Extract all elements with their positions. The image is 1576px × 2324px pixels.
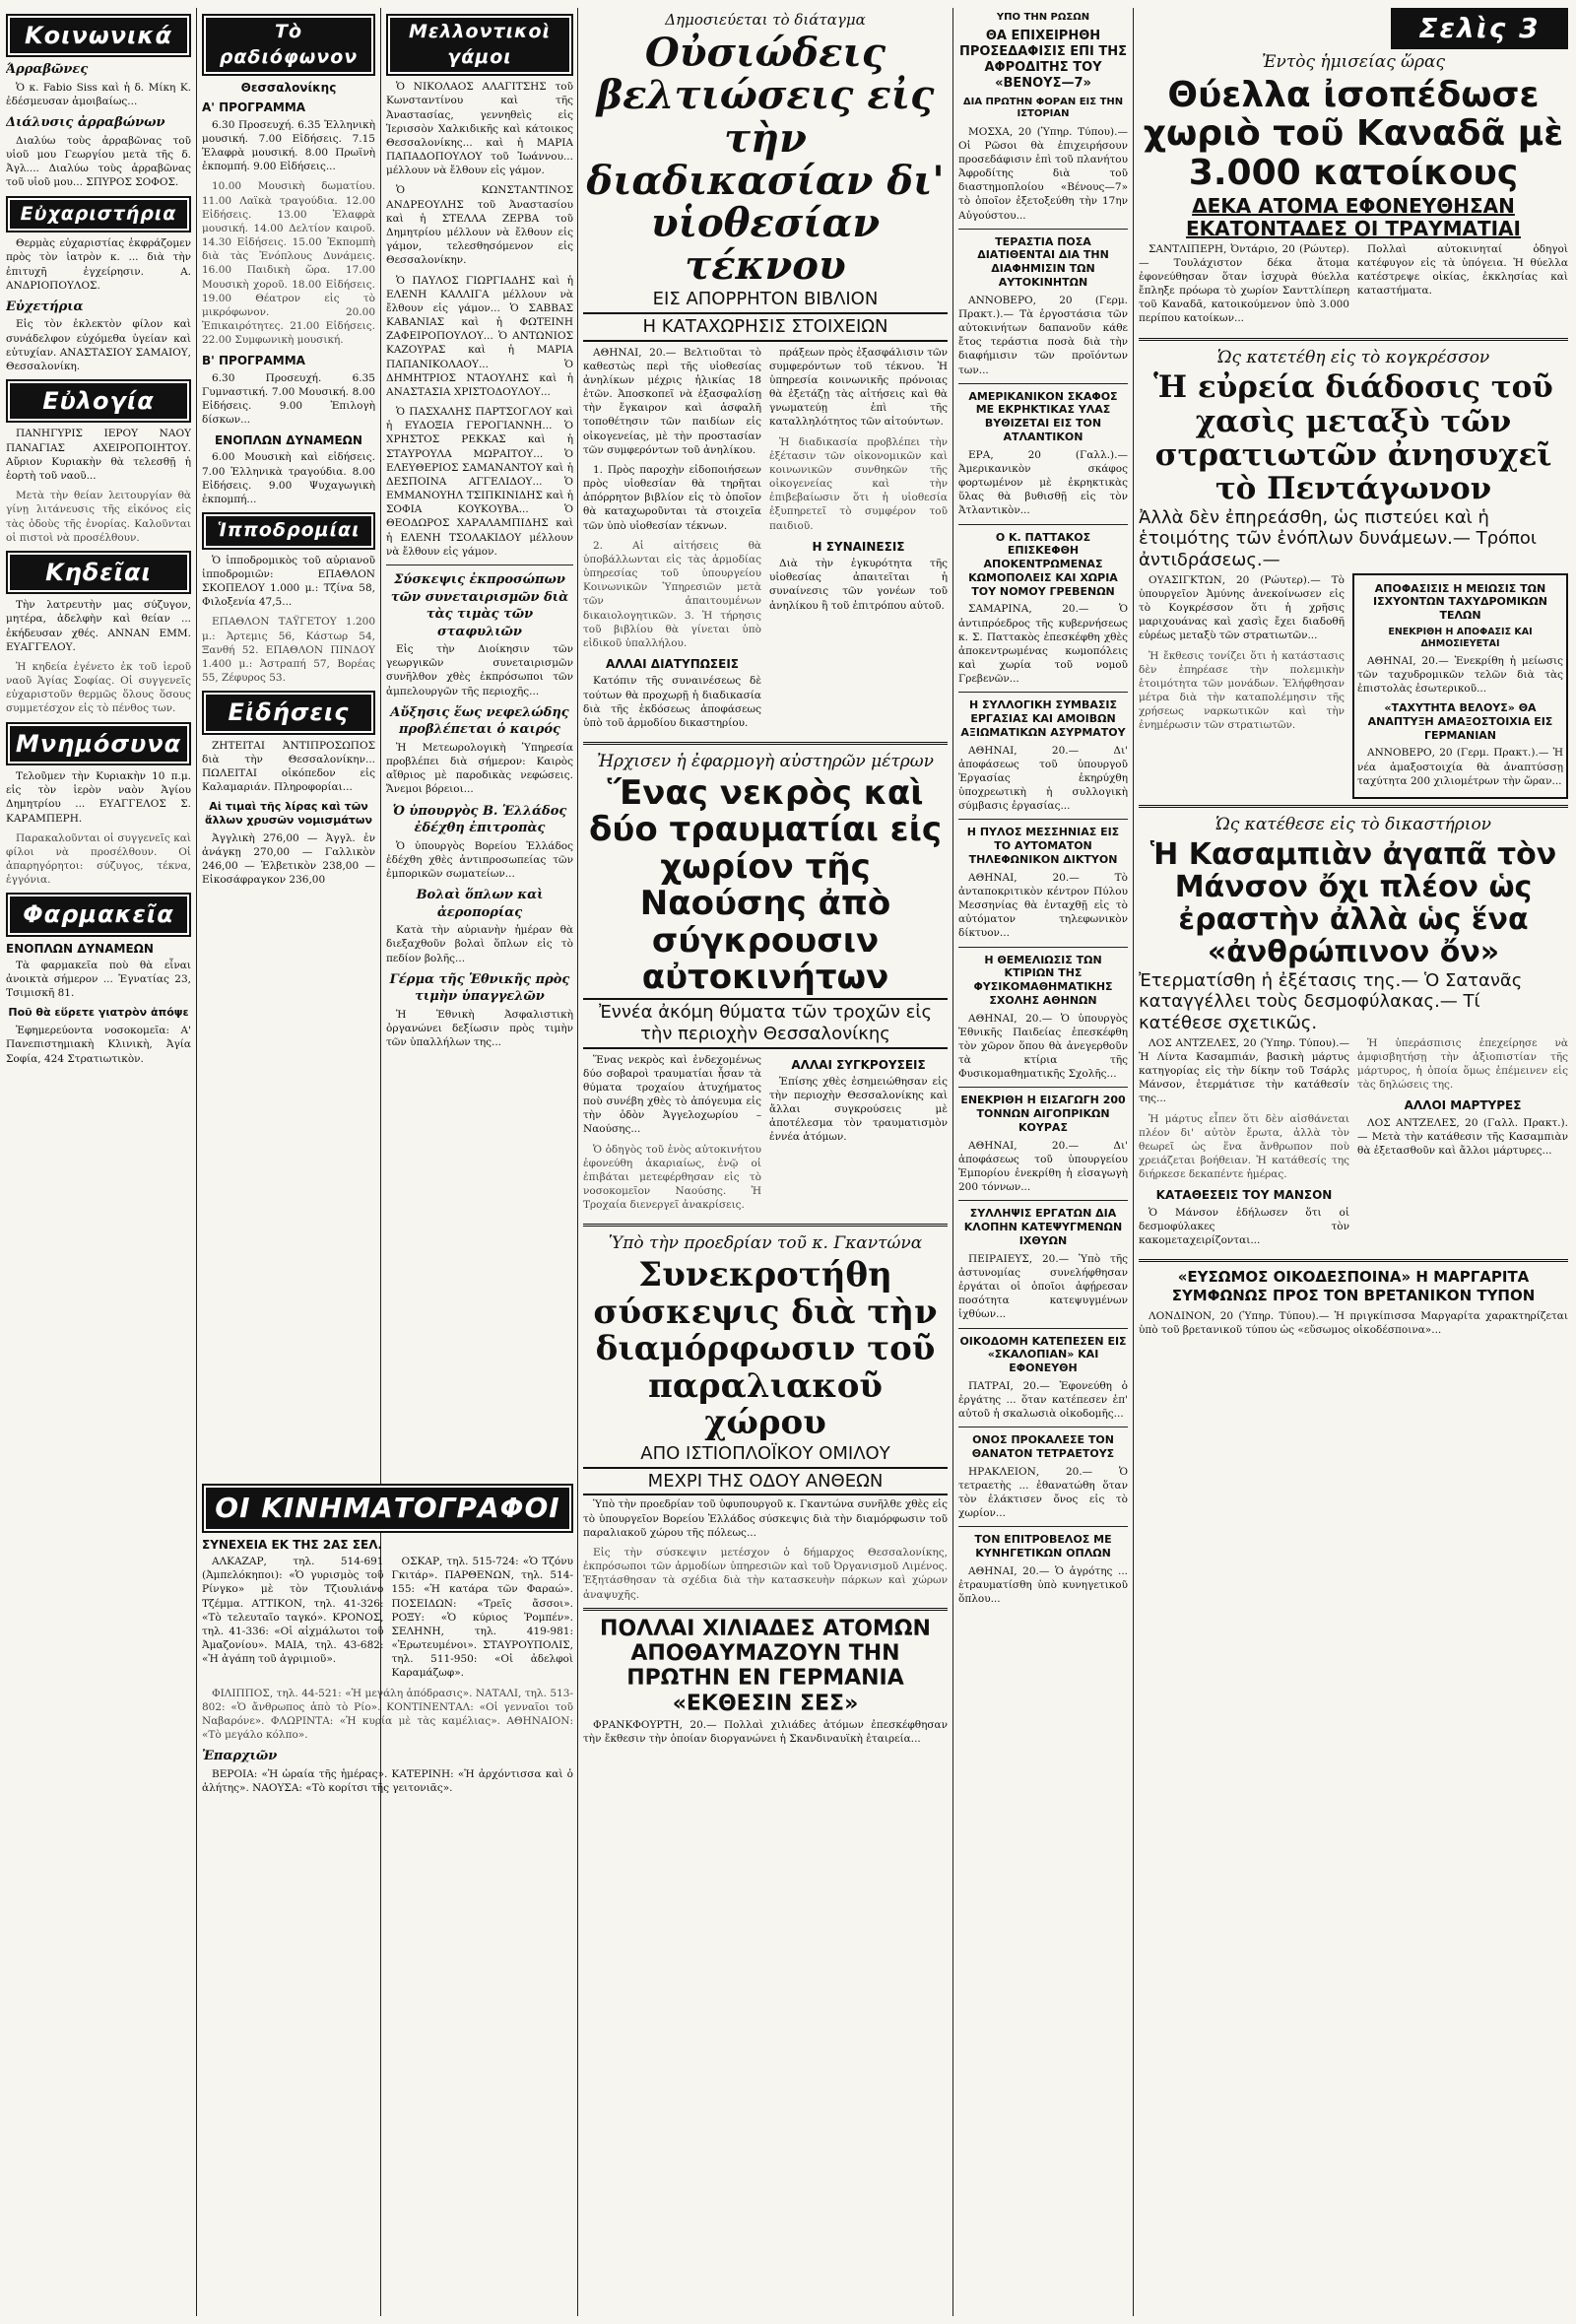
text-cinema-left: ΑΛΚΑΖΑΡ, τηλ. 514-691 (Ἀμπελόκηποι): «Ὁ γυρισμὸς τοῦ Ρίνγκο» μὲ τὸν Τζιουλιάνο Τζέμμα. ΑΤΤΙΚΟΝ, τηλ. 41-326: «Τὸ τελευταῖο ταγκό». ΚΡΟΝΟΣ, τηλ. 41-336: «Οἱ αἰχμάλωτοι τοῦ Ἀμαζονίου». ΜΑΙΑ, τηλ. 43-682: «Ἡ ἀγάπη τοῦ ἀγριμιοῦ». xyxy=(202,1555,384,1666)
text-program-a: 6.30 Προσευχή. 6.35 Ἑλληνικὴ μουσική. 7.00 Εἰδήσεις. 7.15 Ἐλαφρὰ μουσική. 8.00 Πρωϊνὴ ἐκπομπή. 9.00 Εἰδήσεις... xyxy=(202,118,375,173)
headline-manson: Ἡ Κασαμπιὰν ἀγαπᾶ τὸν Μάνσον ὄχι πλέον ὡς ἐραστὴν ἀλλὰ ὡς ἕνα «ἀνθρώπινον ὄν» xyxy=(1149,836,1557,969)
text-engagements: Ὁ κ. Fabio Siss καὶ ἡ δ. Μίκη Κ. ἐδέσμευσαν ἀμοιβαίως... xyxy=(6,81,191,108)
head-labour: Η ΣΥΛΛΟΓΙΚΗ ΣΥΜΒΑΣΙΣ ΕΡΓΑΣΙΑΣ ΚΑΙ ΑΜΟΙΒΩΝ ΑΞΙΩΜΑΤΙΚΩΝ ΑΣΥΡΜΑΤΟΥ xyxy=(960,698,1126,739)
head-villages: Ο Κ. ΠΑΤΤΑΚΟΣ ΕΠΙΣΚΕΦΘΗ ΑΠΟΚΕΝΤΡΩΜΕΝΑΣ ΚΩΜΟΠΟΛΕΙΣ ΚΑΙ ΧΩΡΙΑ ΤΟΥ ΝΟΜΟΥ ΓΡΕΒΕΝΩΝ xyxy=(968,530,1118,598)
head-phones: Η ΠΥΛΟΣ ΜΕΣΣΗΝΙΑΣ ΕΙΣ ΤΟ ΑΥΤΟΜΑΤΟΝ ΤΗΛΕΦΩΝΙΚΟΝ ΔΙΚΤΥΟΝ xyxy=(966,826,1120,866)
column-foreign xyxy=(1139,8,1568,2316)
text-storm-left: ΣΑΝΤΛΙΠΕΡΗ, Ὀντάριο, 20 (Ρώυτερ).— Τουλάχιστον δέκα ἄτομα ἐφονεύθησαν ὅταν ἰσχυρὰ θύελλα ἔπληξε πρόωρα τὸ χωρίον Σανττλίπερη τοῦ Καναδᾶ, κατοικούμενον ὑπὸ 3.000 περίπου κατοίκων... xyxy=(1139,242,1349,325)
head-stamps: Βολαὶ ὅπλων καὶ ἀεροπορίας xyxy=(416,888,544,920)
text-manson-3: Ὁ Μάνσον ἐδήλωσεν ὅτι οἱ δεσμοφύλακες τὸν κακομεταχειρίζονται... xyxy=(1139,1206,1349,1246)
banner-social: Κοινωνικά xyxy=(6,14,191,57)
head-ship: ΑΜΕΡΙΚΑΝΙΚΟΝ ΣΚΑΦΟΣ ΜΕ ΕΚΡΗΚΤΙΚΑΣ ΥΛΑΣ ΒΥΘΙΖΕΤΑΙ ΕΙΣ ΤΟΝ ΑΤΛΑΝΤΙΚΟΝ xyxy=(968,389,1118,443)
text-adoption-b-filler: Ἡ διαδικασία προβλέπει τὴν ἐξέτασιν τῶν οἰκονομικῶν καὶ κοινωνικῶν συνθηκῶν τῆς οἰκογενείας καὶ τὴν ἐπιβεβαίωσιν ὅτι ἡ υἱοθεσία ἐξυπηρετεῖ τὸ συμφέρον τοῦ παιδιοῦ. xyxy=(769,435,948,532)
text-adoption-a2: 1. Πρὸς παροχὴν εἰδοποιήσεων πρὸς υἱοθεσίαν θὰ τηρῆται ἀπόρρητον βιβλίον εἰς τὸ ὁποῖον θὰ καταχωροῦνται τὰ στοιχεῖα τῶν ὑπὸ υἱοθεσίαν τέκνων. xyxy=(583,463,761,532)
program-a-label: Α' ΠΡΟΓΡΑΜΜΑ xyxy=(202,100,306,115)
text-weddings: Ὁ ΝΙΚΟΛΑΟΣ ΑΛΑΓΙΤΣΗΣ τοῦ Κωνσταντίνου καὶ τῆς Ἀναστασίας, γεννηθεὶς εἰς Ἱερισσὸν Χαλκιδικῆς καὶ κάτοικος Θεσσαλονίκης... καὶ ἡ ΜΑΡΙΑ ΠΑΠΑΔΟΠΟΥΛΟΥ τοῦ Ἰωάννου... μέλλουν νὰ ἔλθουν εἰς γάμον. xyxy=(386,81,573,177)
head-meeting-grapes: Σύσκεψις ἐκπροσώπων τῶν συνεταιρισμῶν διὰ τὰς τιμὰς τῶν σταφυλιῶν xyxy=(390,571,569,639)
subhead-cinema: ΣΥΝΕΧΕΙΑ ΕΚ ΤΗΣ 2ΑΣ ΣΕΛ. xyxy=(202,1537,383,1552)
head-hunting: ΤΟΝ ΕΠΙΤΡΟΒΕΛΟΣ ΜΕ ΚΥΝΗΓΕΤΙΚΩΝ ΟΠΛΩΝ xyxy=(974,1533,1112,1560)
subhead-break: Διάλυσις ἀρραβώνων xyxy=(6,115,165,131)
text-requiem: Τελοῦμεν τὴν Κυριακὴν 10 π.μ. εἰς τὸν ἱερὸν ναὸν Ἁγίου Δημητρίου ... ΕΥΑΓΓΕΛΟΣ Σ. ΚΑΡΑΜΠΕΡΗ. xyxy=(6,770,191,825)
text-manson-2: ΛΟΣ ΑΝΤΖΕΛΕΣ, 20 (Γαλλ. Πρακτ.).— Μετὰ τὴν κατάθεσιν τῆς Κασαμπιὰν θὰ ἐξετασθοῦν καὶ ἄλλοι μάρτυρες... xyxy=(1357,1116,1568,1157)
text-death: ΗΡΑΚΛΕΙΟΝ, 20.— Ὁ τετραετὴς ... ἐθανατώθη ὅταν τὸν ἐλάκτισεν ὄνος εἰς τὸ χωρίον... xyxy=(958,1465,1128,1520)
banner-memorial: Εὐλογία xyxy=(6,379,191,423)
text-weddings-3: Ὁ ΠΑΥΛΟΣ ΓΙΩΡΓΙΑΔΗΣ καὶ ἡ ΕΛΕΝΗ ΚΑΛΛΙΓΑ μέλλουν νὰ ἔλθουν εἰς γάμον... Ὁ ΣΑΒΒΑΣ ΚΑΒΑΝΙΑΣ καὶ ἡ ΦΩΤΕΙΝΗ ΖΑΦΕΙΡΟΠΟΥΛΟΥ... Ὁ ΑΝΤΩΝΙΟΣ ΚΑΖΟΥΡΑΣ καὶ ἡ ΜΑΡΙΑ ΠΑΠΑΝΙΚΟΛΑΟΥ... Ὁ ΔΗΜΗΤΡΙΟΣ ΝΤΑΟΥΛΗΣ καὶ ἡ ΑΝΑΣΤΑΣΙΑ ΧΡΙΣΤΟΔΟΥΛΟΥ... xyxy=(386,274,573,398)
sub-accident: Ἐννέα ἀκόμη θύματα τῶν τροχῶν εἰς τὴν περιοχὴν Θεσσαλονίκης xyxy=(583,998,948,1048)
subhead-forces: ΕΝΟΠΛΩΝ ΔΥΝΑΜΕΩΝ xyxy=(215,433,362,448)
text-program-b: 6.30 Προσευχή. 6.35 Γυμναστική. 7.00 Μουσική. 8.00 Εἰδήσεις. 9.00 Ἐπιλογὴ δίσκων... xyxy=(202,371,375,427)
kicker-meeting: Ὑπὸ τὴν προεδρίαν τοῦ κ. Γκαντώνα xyxy=(608,1233,923,1254)
text-adoption-a-filler: 2. Αἱ αἰτήσεις θὰ ὑποβάλλωνται εἰς τὰς ἁρμοδίας ὑπηρεσίας τοῦ ὑπουργείου Κοινωνικῶν Ὑπηρεσιῶν μετὰ τῶν ἀπαιτουμένων δικαιολογητικῶν. 3. Ἡ τήρησις τοῦ βιβλίου θὰ γίνεται ὑπὸ εἰδικοῦ ὑπαλλήλου. xyxy=(583,539,761,649)
headline-ss-exhibition: ΠΟΛΛΑΙ ΧΙΛΙΑΔΕΣ ΑΤΟΜΩΝ ΑΠΟΘΑΥΜΑΖΟΥΝ ΤΗΝ ΠΡΩΤΗΝ ΕΝ ΓΕΡΜΑΝΙΑ «ΕΚΘΕΣΙΝ ΣΕΣ» xyxy=(600,1616,931,1716)
head-house: ΟΙΚΟΔΟΜΗ ΚΑΤΕΠΕΣΕΝ ΕΙΣ «ΣΚΑΛΟΠΙΑΝ» ΚΑΙ ΕΦΟΝΕΥΘΗ xyxy=(959,1334,1127,1374)
text-hashish-filler: Ἡ ἔκθεσις τονίζει ὅτι ἡ κατάστασις δὲν ἐπηρέασε τὴν πολεμικὴν ἑτοιμότητα τῶν μονάδων. Ἐλήφθησαν μέτρα διὰ τὴν καταπολέμησιν τῆς χρήσεως ναρκωτικῶν καὶ τὴν ἐνημέρωσιν τῶν στρατιωτῶν. xyxy=(1139,649,1345,732)
text-meeting-grapes: Εἰς τὴν Διοίκησιν τῶν γεωργικῶν συνεταιρισμῶν συνῆλθον χθὲς ἐκπρόσωποι τῶν ἀμπελουργῶν τῆς περιοχῆς... xyxy=(386,643,573,697)
text-memorial: ΠΑΝΗΓΥΡΙΣ ΙΕΡΟΥ ΝΑΟΥ ΠΑΝΑΓΙΑΣ ΑΧΕΙΡΟΠΟΙΗΤΟΥ. Αὔριον Κυριακὴν θὰ τελεσθῇ ἡ ἑορτὴ τοῦ ναοῦ... xyxy=(6,428,191,482)
text-hashish: ΟΥΑΣΙΓΚΤΩΝ, 20 (Ρώυτερ).— Τὸ ὑπουργεῖον Ἀμύνης ἀνεκοίνωσεν εἰς τὸ Κογκρέσσον ὅτι ἡ χρῆσις μαριχουάνας καὶ χασὶς ἔχει διαδοθῆ εὐρέως μεταξὺ τῶν στρατιωτῶν... xyxy=(1139,573,1345,642)
kicker-adoption: Δημοσιεύεται τὸ διάταγμα xyxy=(665,11,866,29)
sub-soviet: ΔΙΑ ΠΡΩΤΗΝ ΦΟΡΑΝ ΕΙΣ ΤΗΝ ΙΣΤΟΡΙΑΝ xyxy=(962,96,1124,119)
text-minister: Ὁ ὑπουργὸς Βορείου Ἑλλάδος ἐδέχθη χθὲς ἀντιπροσωπείας τῶν ἐμπορικῶν σωματείων... xyxy=(386,839,573,881)
text-margaret: ΛΟΝΔΙΝΟΝ, 20 (Ὑπηρ. Τύπου).— Ἡ πριγκίπισσα Μαργαρίτα χαρακτηρίζεται ὑπὸ τοῦ βρετανικοῦ τύπου ὡς «εὔσωμος οἰκοδέσποινα»... xyxy=(1139,1309,1568,1336)
headline-meeting: Συνεκροτήθη σύσκεψις διὰ τὴν διαμόρφωσιν τοῦ παραλιακοῦ χώρου xyxy=(593,1255,938,1442)
text-phones: ΑΘΗΝΑΙ, 20.— Τὸ ἀνταποκριτικὸν κέντρον Πύλου Μεσσηνίας θὰ ἐνταχθῇ εἰς τὸ αὐτόματον τηλεφωνικὸν δίκτυον... xyxy=(958,871,1128,940)
text-ss-exhibition: ΦΡΑΝΚΦΟΥΡΤΗ, 20.— Πολλαὶ χιλιάδες ἀτόμων ἐπεσκέφθησαν τὴν ἔκθεσιν τὴν ὁποίαν διοργανώνει ἡ Σκανδιναυϊκὴ ἑταιρεία... xyxy=(583,1718,948,1746)
sub-manson-statements: ΚΑΤΑΘΕΣΕΙΣ ΤΟΥ ΜΑΝΣΟΝ xyxy=(1155,1188,1333,1203)
text-postal: ΑΘΗΝΑΙ, 20.— Ἐνεκρίθη ἡ μείωσις τῶν ταχυδρομικῶν τελῶν διὰ τὰς ἐπιστολὰς ἐσωτερικοῦ... xyxy=(1357,654,1563,695)
kicker-soviet: ΥΠΟ ΤΗΝ ΡΩΣΩΝ xyxy=(996,12,1090,23)
text-meeting: Ὑπὸ τὴν προεδρίαν τοῦ ὑφυπουργοῦ κ. Γκαντώνα συνῆλθε χθὲς εἰς τὸ ὑπουργεῖον Βορείου Ἑλλάδος σύσκεψις διὰ τὴν διαμόρφωσιν τοῦ παραλιακοῦ χώρου τῆς πόλεως... xyxy=(583,1498,948,1539)
text-ship: ΕΡΑ, 20 (Γαλλ.).— Ἀμερικανικὸν σκάφος φορτωμένον μὲ ἐκρηκτικὰς ὕλας θὰ βυθισθῇ εἰς τὸν Ἀτλαντικὸν... xyxy=(958,448,1128,517)
kicker-hashish: Ὡς κατετέθη εἰς τὸ κογκρέσσον xyxy=(1216,347,1490,367)
sub-other-formalities: ΑΛΛΑΙ ΔΙΑΤΥΠΩΣΕΙΣ xyxy=(605,657,739,672)
text-cars: ΑΝΝΟΒΕΡΟ, 20 (Γερμ. Πρακτ.).— Τὰ ἐργοστάσια τῶν αὐτοκινήτων δαπανοῦν κάθε ἔτος τεράστια ποσὰ διὰ τὴν διαφήμισιν τῶν προϊόντων των... xyxy=(958,294,1128,376)
banner-pharmacies: Φαρμακεῖα xyxy=(6,893,191,936)
text-fish: ΠΕΙΡΑΙΕΥΣ, 20.— Ὑπὸ τῆς ἀστυνομίας συνελήφθησαν ἐργάται οἱ ὁποῖοι ἀφῄρεσαν ποσότητα κατεψυγμένων ἰχθύων... xyxy=(958,1252,1128,1321)
column-social xyxy=(6,8,191,2316)
text-labour: ΑΘΗΝΑΙ, 20.— Δι' ἀποφάσεως τοῦ ὑπουργοῦ Ἐργασίας ἐκηρύχθη ὑποχρεωτικὴ ἡ συλλογικὴ σύμβασις ἐργασίας... xyxy=(958,744,1128,813)
banner-news: Εἰδήσεις xyxy=(202,691,375,734)
text-clouds: Ἡ Μετεωρολογικὴ Ὑπηρεσία προβλέπει διὰ σήμερον: Καιρὸς αἴθριος μὲ παροδικὰς νεφώσεις. Ἄνεμοι βόρειοι... xyxy=(386,741,573,796)
head-cars: ΤΕΡΑΣΤΙΑ ΠΟΣΑ ΔΙΑΤΙΘΕΝΤΑΙ ΔΙΑ ΤΗΝ ΔΙΑΦΗΜΙΣΙΝ ΤΩΝ ΑΥΤΟΚΙΝΗΤΩΝ xyxy=(977,234,1109,289)
text-news: ΖΗΤΕΙΤΑΙ ἈΝΤΙΠΡΟΣΩΠΟΣ διὰ τὴν Θεσσαλονίκην... ΠΩΛΕΙΤΑΙ οἰκόπεδον εἰς Καλαμαριάν. Πληροφορίαι... xyxy=(202,739,375,794)
text-meat: ΑΘΗΝΑΙ, 20.— Δι' ἀποφάσεως τοῦ ὑπουργείου Ἐμπορίου ἐνεκρίθη ἡ εἰσαγωγὴ 200 τόννων... xyxy=(958,1139,1128,1194)
headline-storm: Θύελλα ἰσοπέδωσε χωριὸ τοῦ Καναδᾶ μὲ 3.000 κατοίκους xyxy=(1143,74,1564,193)
text-soviet: ΜΟΣΧΑ, 20 (Ὑπηρ. Τύπου).— Οἱ Ρῶσοι θὰ ἐπιχειρήσουν προσεδάφισιν ἐπὶ τοῦ πλανήτου Ἀφροδίτης διὰ τοῦ διαστημοπλοίου «Βένους—7» τὸ ὁποῖον ἐξετοξεύθη τὴν 17ην Αὐγούστου... xyxy=(958,125,1128,222)
text-school: ΑΘΗΝΑΙ, 20.— Ὁ ὑπουργὸς Ἐθνικῆς Παιδείας ἐπεσκέφθη τὸν χῶρον ὅπου θὰ ἀνεγερθοῦν τὰ κτίρια τῆς Φυσικομαθηματικῆς Σχολῆς... xyxy=(958,1012,1128,1081)
head-fish: ΣΥΛΛΗΨΙΣ ΕΡΓΑΤΩΝ ΔΙΑ ΚΛΟΠΗΝ ΚΑΤΕΨΥΓΜΕΝΩΝ ΙΧΘΥΩΝ xyxy=(963,1207,1123,1247)
text-accident-filler: Ὁ ὁδηγὸς τοῦ ἑνὸς αὐτοκινήτου ἐφονεύθη ἀκαριαίως, ἐνῷ οἱ ἐπιβάται μετεφέρθησαν εἰς τὸ νοσοκομεῖον Ναούσης. Ἡ Τροχαία διενεργεῖ ἀνακρίσεις. xyxy=(583,1143,761,1212)
text-races: Ὁ ἱπποδρομικὸς τοῦ αὐριανοῦ ἱπποδρομιῶν: ΕΠΑΘΛΟΝ ΣΚΟΠΕΛΟΥ 1.000 μ.: Τζίνα 58, Φιλοξενία 47,5... xyxy=(202,554,375,609)
column-weddings xyxy=(386,8,573,1467)
text-meeting-filler: Εἰς τὴν σύσκεψιν μετέσχον ὁ δήμαρχος Θεσσαλονίκης, ἐκπρόσωποι τῶν ἁρμοδίων ὑπηρεσιῶν καὶ τοῦ Ὀργανισμοῦ Λιμένος. Ἐξητάσθησαν τὰ σχέδια διὰ τὴν κατασκευὴν πάρκων καὶ χώρων ἀναψυχῆς. xyxy=(583,1547,948,1601)
text-deaths: Τὴν λατρευτὴν μας σύζυγον, μητέρα, ἀδελφὴν καὶ θείαν ... ἐκήδευσαν χθές. ΑΝΝΑΝ ΕΜΜ. ΕΥΑΓΓΕΛΟΥ. xyxy=(6,599,191,653)
text-weddings-2: Ὁ ΚΩΝΣΤΑΝΤΙΝΟΣ ΑΝΔΡΕΟΥΛΗΣ τοῦ Ἀναστασίου καὶ ἡ ΣΤΕΛΛΑ ΖΕΡΒΑ τοῦ Δημητρίου μέλλουν νὰ ἔλθουν εἰς γάμον, τελεσθησόμενον εἰς Θεσσαλονίκην. xyxy=(386,184,573,267)
sub-adoption-2: Η ΚΑΤΑΧΩΡΗΣΙΣ ΣΤΟΙΧΕΙΩΝ xyxy=(583,312,948,342)
sub-manson: Ἐτερματίσθη ἡ ἐξέτασις της.— Ὁ Σατανᾶς καταγγέλλει τοὺς δεσμοφύλακας.— Τί κατέθεσε σχετικῶς. xyxy=(1139,969,1523,1034)
sub-other-collisions: ΑΛΛΑΙ ΣΥΓΚΡΟΥΣΕΙΣ xyxy=(791,1057,926,1072)
head-school: Η ΘΕΜΕΛΙΩΣΙΣ ΤΩΝ ΚΤΙΡΙΩΝ ΤΗΣ ΦΥΣΙΚΟΜΑΘΗΜΑΤΙΚΗΣ ΣΧΟΛΗΣ ΑΘΗΝΩΝ xyxy=(973,953,1113,1007)
head-meat: ΕΝΕΚΡΙΘΗ Η ΕΙΣΑΓΩΓΗ 200 ΤΟΝΝΩΝ ΑΙΓΟΠΡΙΚΩΝ ΚΟΥΡΑΣ xyxy=(960,1094,1126,1134)
text-manson: ΛΟΣ ΑΝΤΖΕΛΕΣ, 20 (Ὑπηρ. Τύπου).— Ἡ Λίντα Κασαμπιάν, βασικὴ μάρτυς κατηγορίας εἰς τὴν δίκην τοῦ Τσάρλς Μάνσον, ἐτερμάτισε τὴν κατάθεσίν της... xyxy=(1139,1036,1349,1105)
sub-meeting-2: ΜΕΧΡΙ ΤΗΣ ΟΔΟΥ ΑΝΘΕΩΝ xyxy=(583,1467,948,1496)
sub-postal: ΕΝΕΚΡΙΘΗ Η ΑΠΟΦΑΣΙΣ ΚΑΙ ΔΗΜΟΣΙΕΥΕΤΑΙ xyxy=(1388,626,1533,649)
kicker-manson: Ὡς κατέθεσε εἰς τὸ δικαστήριον xyxy=(1215,814,1492,834)
text-break: Διαλύω τοὺς ἀρραβῶνας τοῦ υἱοῦ μου Γεωργίου μετὰ τῆς δ. Ἀγλ.... Διαλύω τοὺς ἀρραβῶνας τοῦ υἱοῦ μου... ΣΠΥΡΟΣ ΣΟΦΟΣ. xyxy=(6,134,191,189)
text-adoption-b: πράξεων πρὸς ἐξασφάλισιν τῶν συμφερόντων τοῦ τέκνου. Ἡ ὑπηρεσία κοινωνικῆς πρόνοιας θὰ ἐξετάζῃ τὰς αἰτήσεις καὶ θὰ γνωματεύῃ ἐπὶ τῆς καταλληλότητος τῶν αἰτούντων. xyxy=(769,346,948,429)
text-deaths-filler: Ἡ κηδεία ἐγένετο ἐκ τοῦ ἱεροῦ ναοῦ Ἁγίας Σοφίας. Οἱ συγγενεῖς εὐχαριστοῦν θερμῶς ὅλους ὅσους συμμετέσχον εἰς τὸ πένθος των. xyxy=(6,660,191,715)
head-clouds: Αὔξησις ἕως νεφελώδης προβλέπεται ὁ καιρός xyxy=(390,704,569,738)
kicker-accident: Ἠρχισεν ἡ ἐφαρμογὴ αὐστηρῶν μέτρων xyxy=(597,752,934,772)
banner-weddings: Μελλοντικοὶ γάμοι xyxy=(386,14,573,76)
text-manson-filler: Ἡ μάρτυς εἶπεν ὅτι δὲν αἰσθάνεται πλέον δι' αὐτὸν ἔρωτα, ἀλλὰ τὸν θεωρεῖ ὡς ἕνα ἄνθρωπον ποὺ χρειάζεται βοήθειαν. Ἡ κατάθεσίς της διήρκεσε δεκαπέντε ἡμέρας. xyxy=(1139,1112,1349,1181)
banner-races: Ἱπποδρομίαι xyxy=(202,512,375,550)
head-minister: Ὁ ὑπουργὸς Β. Ἑλλάδος ἐδέχθη ἐπιτροπὰς xyxy=(392,803,567,836)
headline-adoption: Οὐσιώδεις βελτιώσεις εἰς τὴν διαδικασίαν δι' υἱοθεσίαν τέκνου xyxy=(586,30,945,290)
head-death: ΟΝΟΣ ΠΡΟΚΑΛΕΣΕ ΤΟΝ ΘΑΝΑΤΟΝ ΤΕΤΡΑΕΤΟΥΣ xyxy=(971,1433,1115,1461)
head-soviet: ΘΑ ΕΠΙΧΕΙΡΗΘΗ ΠΡΟΣΕΔΑΦΙΣΙΣ ΕΠΙ ΤΗΣ ΑΦΡΟΔΙΤΗΣ ΤΟΥ «ΒΕΝΟΥΣ—7» xyxy=(958,28,1128,92)
sub-hashish: Ἀλλὰ δὲν ἐπηρεάσθη, ὡς πιστεύει καὶ ἡ ἑτοιμότης τῶν ἐνόπλων δυνάμεων.— Τρόποι ἀντιδράσεως.— xyxy=(1139,506,1537,571)
headline-accident: Ἕνας νεκρὸς καὶ δύο τραυματίαι εἰς χωρίον τῆς Ναούσης ἀπὸ σύγκρουσιν αὐτοκινήτων xyxy=(589,772,942,997)
subhead-wishes: Εὐχετήρια xyxy=(6,299,84,314)
text-races-filler: ΕΠΑΘΛΟΝ ΤΑΫΓΕΤΟΥ 1.200 μ.: Ἀρτεμις 56, Κάστωρ 54, Ξανθή 52. ΕΠΑΘΛΟΝ ΠΙΝΔΟΥ 1.400 μ.: Ἀστραπή 57, Βορέας 55, Ζέφυρος 53. xyxy=(202,616,375,685)
column-briefs xyxy=(958,8,1128,2316)
cinema-block xyxy=(202,1478,573,2316)
text-train: ΑΝΝΟΒΕΡΟ, 20 (Γερμ. Πρακτ.).— Ἡ νέα ἀμαξοστοιχία θὰ ἀναπτύσσῃ ταχύτητα 200 χιλιομέτρων τὴν ὥραν... xyxy=(1357,747,1563,787)
text-provinces: ΒΕΡΟΙΑ: «Ἡ ὡραία τῆς ἡμέρας». ΚΑΤΕΡΙΝΗ: «Ἡ ἀρχόντισσα καὶ ὁ ἀλήτης». ΝΑΟΥΣΑ: «Τὸ κορίτσι τῆς γειτονιᾶς». xyxy=(202,1767,573,1794)
text-thanks: Θερμὰς εὐχαριστίας ἐκφράζομεν πρὸς τὸν ἰατρὸν κ. ... διὰ τὴν ἐπιτυχῆ ἐγχείρησιν. Α. ΑΝΔΡΙΟΠΟΥΛΟΣ. xyxy=(6,237,191,292)
sub-other-witnesses: ΑΛΛΟΙ ΜΑΡΤΥΡΕΣ xyxy=(1404,1098,1522,1113)
sub-consent: Η ΣΥΝΑΙΝΕΣΙΣ xyxy=(812,539,905,554)
text-stamps: Κατὰ τὴν αὐριανὴν ἡμέραν θὰ διεξαχθοῦν βολαὶ ὅπλων εἰς τὸ πεδίον βολῆς... xyxy=(386,924,573,964)
sub-storm: ΔΕΚΑ ΑΤΟΜΑ ΕΦΟΝΕΥΘΗΣΑΝ ΕΚΑΤΟΝΤΑΔΕΣ ΟΙ ΤΡΑΥΜΑΤΙΑΙ xyxy=(1186,193,1521,240)
kicker-storm: Ἐντὸς ἡμισείας ὥρας xyxy=(1262,51,1445,72)
head-gold: Αἱ τιμαὶ τῆς λίρας καὶ τῶν ἄλλων χρυσῶν νομισμάτων xyxy=(205,800,372,828)
text-house: ΠΑΤΡΑΙ, 20.— Ἐφονεύθη ὁ ἐργάτης ... ὅταν κατέπεσεν ἐπ' αὐτοῦ ἡ σκαλωσιὰ οἰκοδομῆς... xyxy=(958,1379,1128,1421)
text-weddings-4: Ὁ ΠΑΣΧΑΛΗΣ ΠΑΡΤΣΟΓΛΟΥ καὶ ἡ ΕΥΔΟΞΙΑ ΓΕΡΟΓΙΑΝΝΗ... Ὁ ΧΡΗΣΤΟΣ ΡΕΚΚΑΣ καὶ ἡ ΣΤΑΥΡΟΥΛΑ ΜΩΡΑΙΤΟΥ... Ὁ ΕΛΕΥΘΕΡΙΟΣ ΣΑΜΑΝΑΝΤΟΥ καὶ ἡ ΔΕΣΠΟΙΝΑ ΑΓΓΕΛΙΔΟΥ... Ὁ ΕΜΜΑΝΟΥΗΛ ΤΣΙΠΚΙΝΙΔΗΣ καὶ ἡ ΣΟΦΙΑ ΚΟΥΚΟΥΒΑ... Ὁ ΘΕΟΔΩΡΟΣ ΧΑΡΑΛΑΜΠΙΔΗΣ καὶ ἡ ΕΛΕΝΗ ΤΣΟΛΑΚΙΔΟΥ μέλλουν νὰ ἔλθουν εἰς γάμον. xyxy=(386,406,573,558)
sub-adoption-1: ΕΙΣ ΑΠΟΡΡΗΤΟΝ ΒΙΒΛΙΟΝ xyxy=(652,289,879,310)
text-adoption-b2: Κατόπιν τῆς συναινέσεως δὲ τούτων θὰ προχωρῇ ἡ διαδικασία διὰ τῆς ἐκδόσεως ἀποφάσεως ὑπὸ τοῦ ἁρμοδίου δικαστηρίου. xyxy=(583,675,761,729)
head-postal: ΑΠΟΦΑΣΙΣΙΣ Η ΜΕΙΩΣΙΣ ΤΩΝ ΙΣΧΥΟΝΤΩΝ ΤΑΧΥΔΡΟΜΙΚΩΝ ΤΕΛΩΝ xyxy=(1372,581,1547,623)
head-train: «ΤΑΧΥΤΗΤΑ ΒΕΛΟΥΣ» ΘΑ ΑΝΑΠΤΥΞΗ ΑΜΑΞΟΣΤΟΙΧΙΑ ΕΙΣ ΓΕΡΜΑΝΙΑΝ xyxy=(1367,701,1553,742)
subhead-provinces: Ἐπαρχιῶν xyxy=(202,1749,278,1764)
text-adoption-b3: Διὰ τὴν ἐγκυρότητα τῆς υἱοθεσίας ἀπαιτεῖται ἡ συναίνεσις τῶν γονέων τοῦ ἀνηλίκου ἢ τοῦ ἐπιτρόπου αὐτοῦ. xyxy=(769,557,948,612)
subhead-pharmacies: ΕΝΟΠΛΩΝ ΔΥΝΑΜΕΩΝ xyxy=(6,941,154,956)
program-b-label: Β' ΠΡΟΓΡΑΜΜΑ xyxy=(202,354,305,368)
column-radio xyxy=(202,8,375,1467)
banner-thanks: Εὐχαριστήρια xyxy=(6,196,191,233)
banner-requiem: Μνημόσυνα xyxy=(6,722,191,765)
text-hunting: ΑΘΗΝΑΙ, 20.— Ὁ ἀγρότης ... ἐτραυματίσθη ὑπὸ κυνηγετικοῦ ὅπλου... xyxy=(958,1564,1128,1606)
text-pharmacies: Τὰ φαρμακεῖα ποὺ θὰ εἶναι ἀνοικτὰ σήμερον ... Ἐγνατίας 23, Τσιμισκῆ 81. xyxy=(6,959,191,1000)
head-margaret: «ΕΥΣΩΜΟΣ ΟΙΚΟΔΕΣΠΟΙΝΑ» Η ΜΑΡΓΑΡΙΤΑ ΣΥΜΦΩΝΩΣ ΠΡΟΣ ΤΟΝ ΒΡΕΤΑΝΙΚΟΝ ΤΥΠΟΝ xyxy=(1171,1268,1536,1304)
text-memorial-filler: Μετὰ τὴν θείαν λειτουργίαν θὰ γίνῃ λιτάνευσις τῆς εἰκόνος εἰς τὰς ὁδοὺς τῆς ἐνορίας. Καλοῦνται οἱ πιστοὶ νὰ προσέλθουν. xyxy=(6,490,191,544)
subhead-radio: Θεσσαλονίκης xyxy=(240,81,337,96)
text-storm-right: Πολλαὶ αὐτοκινηταί ὁδηγοὶ κατέφυγον εἰς τὰ ὑπόγεια. Ἡ θύελλα κατέστρεψε οἰκίας, ἐκκλησίας καὶ καταστήματα. xyxy=(1357,242,1568,298)
text-hospitals: Ἐφημερεύοντα νοσοκομεῖα: Α' Πανεπιστημιακὴ Κλινικὴ, Ἀγία Σοφία, 424 Στρατιωτικὸν. xyxy=(6,1025,191,1065)
head-radio-gift: Γέρμα τῆς Ἑθνικῆς πρὸς τιμὴν ὑπαγγελῶν xyxy=(389,971,570,1005)
banner-cinema: ΟΙ ΚΙΝΗΜΑΤΟΓΡΑΦΟΙ xyxy=(202,1484,573,1533)
sub-meeting-1: ΑΠΟ ΙΣΤΙΟΠΛΟΪΚΟΥ ΟΜΙΛΟΥ xyxy=(640,1443,890,1465)
text-wishes: Εἰς τὸν ἐκλεκτὸν φίλον καὶ συνάδελφον εὐχόμεθα ὑγείαν καὶ εὐτυχίαν. ΑΝΑΣΤΑΣΙΟΥ ΣΑΜΑΙΟΥ, Θεσσαλονίκη. xyxy=(6,318,191,372)
text-accident-2: Ἐπίσης χθὲς ἐσημειώθησαν εἰς τὴν περιοχὴν Θεσσαλονίκης καὶ ἄλλαι συγκρούσεις μὲ ἀποτέλεσμα τὸν τραυματισμὸν ἐννέα ἀτόμων. xyxy=(769,1075,948,1144)
text-manson-filler-2: Ἡ ὑπεράσπισις ἐπεχείρησε νὰ ἀμφισβητήσῃ τὴν ἀξιοπιστίαν τῆς μάρτυρος, ἡ ὁποία ὅμως ἐπέμεινεν εἰς τὰς δηλώσεις της. xyxy=(1357,1036,1568,1092)
banner-deaths: Κηδεῖαι xyxy=(6,551,191,594)
text-forces: 6.00 Μουσικὴ καὶ εἰδήσεις. 7.00 Ἑλληνικὰ τραγούδια. 8.00 Εἰδήσεις. 9.00 Ψυχαγωγικὴ ἐκπομπή... xyxy=(202,451,375,505)
text-requiem-filler: Παρακαλοῦνται οἱ συγγενεῖς καὶ φίλοι νὰ προσέλθουν. Οἱ ἀπαρηγόρητοι: σύζυγος, τέκνα, ἐγγόνια. xyxy=(6,831,191,887)
text-program-a-filler: 10.00 Μουσικὴ δωματίου. 11.00 Λαϊκὰ τραγούδια. 12.00 Εἰδήσεις. 13.00 Ἐλαφρὰ μουσική. 14.00 Δελτίον καιροῦ. 14.30 Εἰδήσεις. 15.00 Ἐκπομπὴ διὰ τὰς Ἐνόπλους Δυνάμεις. 16.00 Παιδικὴ ὥρα. 17.00 Μουσικὴ χοροῦ. 18.00 Εἰδήσεις. 19.00 Θέατρον εἰς τὸ μικρόφωνον. 20.00 Ἐπικαιρότητες. 21.00 Εἰδήσεις. 22.00 Συμφωνικὴ μουσική. xyxy=(202,180,375,347)
subhead-engagements: Άρραβῶνες xyxy=(6,62,89,78)
text-cinema-filler: ΦΙΛΙΠΠΟΣ, τηλ. 44-521: «Ἡ μεγάλη ἀπόδρασις». ΝΑΤΑΛΙ, τηλ. 513-802: «Ὁ ἄνθρωπος ἀπὸ τὸ Ρίο». ΚΟΝΤΙΝΕΝΤΑΛ: «Οἱ γενναῖοι τοῦ Ναβαρόνε». ΦΛΩΡΙΝΤΑ: «Ἡ κυρία μὲ τὰς καμέλιας». ΑΘΗΝΑΙΟΝ: «Τὸ μεγάλο κόλπο». xyxy=(202,1687,573,1742)
text-cinema-right: ΟΣΚΑΡ, τηλ. 515-724: «Ὁ Τζόνυ Γκιτάρ». ΠΑΡΘΕΝΩΝ, τηλ. 514-155: «Ἡ κατάρα τῶν Φαραώ». ΠΟΣΕΙΔΩΝ: «Τρεῖς ἄσσοι». ΡΟΞΥ: «Ὁ κύριος Ῥομπέν». ΣΕΛΗΝΗ, τηλ. 419-981: «Ἐρωτευμένοι». ΣΤΑΥΡΟΥΠΟΛΙΣ, τηλ. 511-950: «Οἱ ἀδελφοὶ Καραμάζωφ». xyxy=(391,1555,573,1680)
page-number-badge: Σελὶς 3 xyxy=(1391,8,1568,49)
column-center xyxy=(583,8,948,2316)
banner-radio: Τὸ ραδιόφωνον xyxy=(202,14,375,76)
headline-hashish: Ἡ εὐρεία διάδοσις τοῦ χασὶς μεταξὺ τῶν στρατιωτῶν ἀνησυχεῖ τὸ Πεντάγωνον xyxy=(1153,369,1553,506)
text-accident: Ἕνας νεκρὸς καὶ ἐνδεχομένως δύο σοβαροὶ τραυματίαι ἦσαν τὰ θύματα τροχαίου ἀτυχήματος ποὺ συνέβη χθὲς τὸ ἀπόγευμα εἰς τὴν ὁδὸν Ἀγγελοχωρίου – Ναούσης... xyxy=(583,1053,761,1136)
head-hospitals: Ποῦ θὰ εὕρετε γιατρὸν ἀπόψε xyxy=(8,1006,189,1020)
text-villages: ΣΑΜΑΡΙΝΑ, 20.— Ὁ ἀντιπρόεδρος τῆς κυβερνήσεως κ. Σ. Παττακὸς ἐπεσκέφθη χθὲς ἀποκεντρωμένας κωμοπόλεις καὶ χωρία τοῦ νομοῦ Γρεβενῶν... xyxy=(958,603,1128,686)
text-radio-gift: Ἡ Ἐθνικὴ Ἀσφαλιστικὴ ὀργανώνει δεξίωσιν πρὸς τιμὴν τῶν ὑπαλλήλων της... xyxy=(386,1008,573,1049)
text-gold: Ἀγγλικὴ 276,00 — Ἀγγλ. ἐν ἀνάγκῃ 270,00 — Γαλλικὸν 246,00 — Ἑλβετικὸν 238,00 — Εἰκοσάφραγκον 236,00 xyxy=(202,831,375,887)
text-adoption-a: ΑΘΗΝΑΙ, 20.— Βελτιοῦται τὸ καθεστὼς περὶ τῆς υἱοθεσίας ἀνηλίκων μέχρις ἡλικίας 18 ἐτῶν. Ἀποσκοπεῖ νὰ ἐξασφαλίσῃ τὴν ἔγκαιρον καὶ ἀσφαλῆ τοποθέτησιν τῶν παιδίων εἰς οἰκογενείας, μὲ τὴν προστασίαν τῶν συμφερόντων τοῦ ἀνηλίκου. xyxy=(583,346,761,456)
